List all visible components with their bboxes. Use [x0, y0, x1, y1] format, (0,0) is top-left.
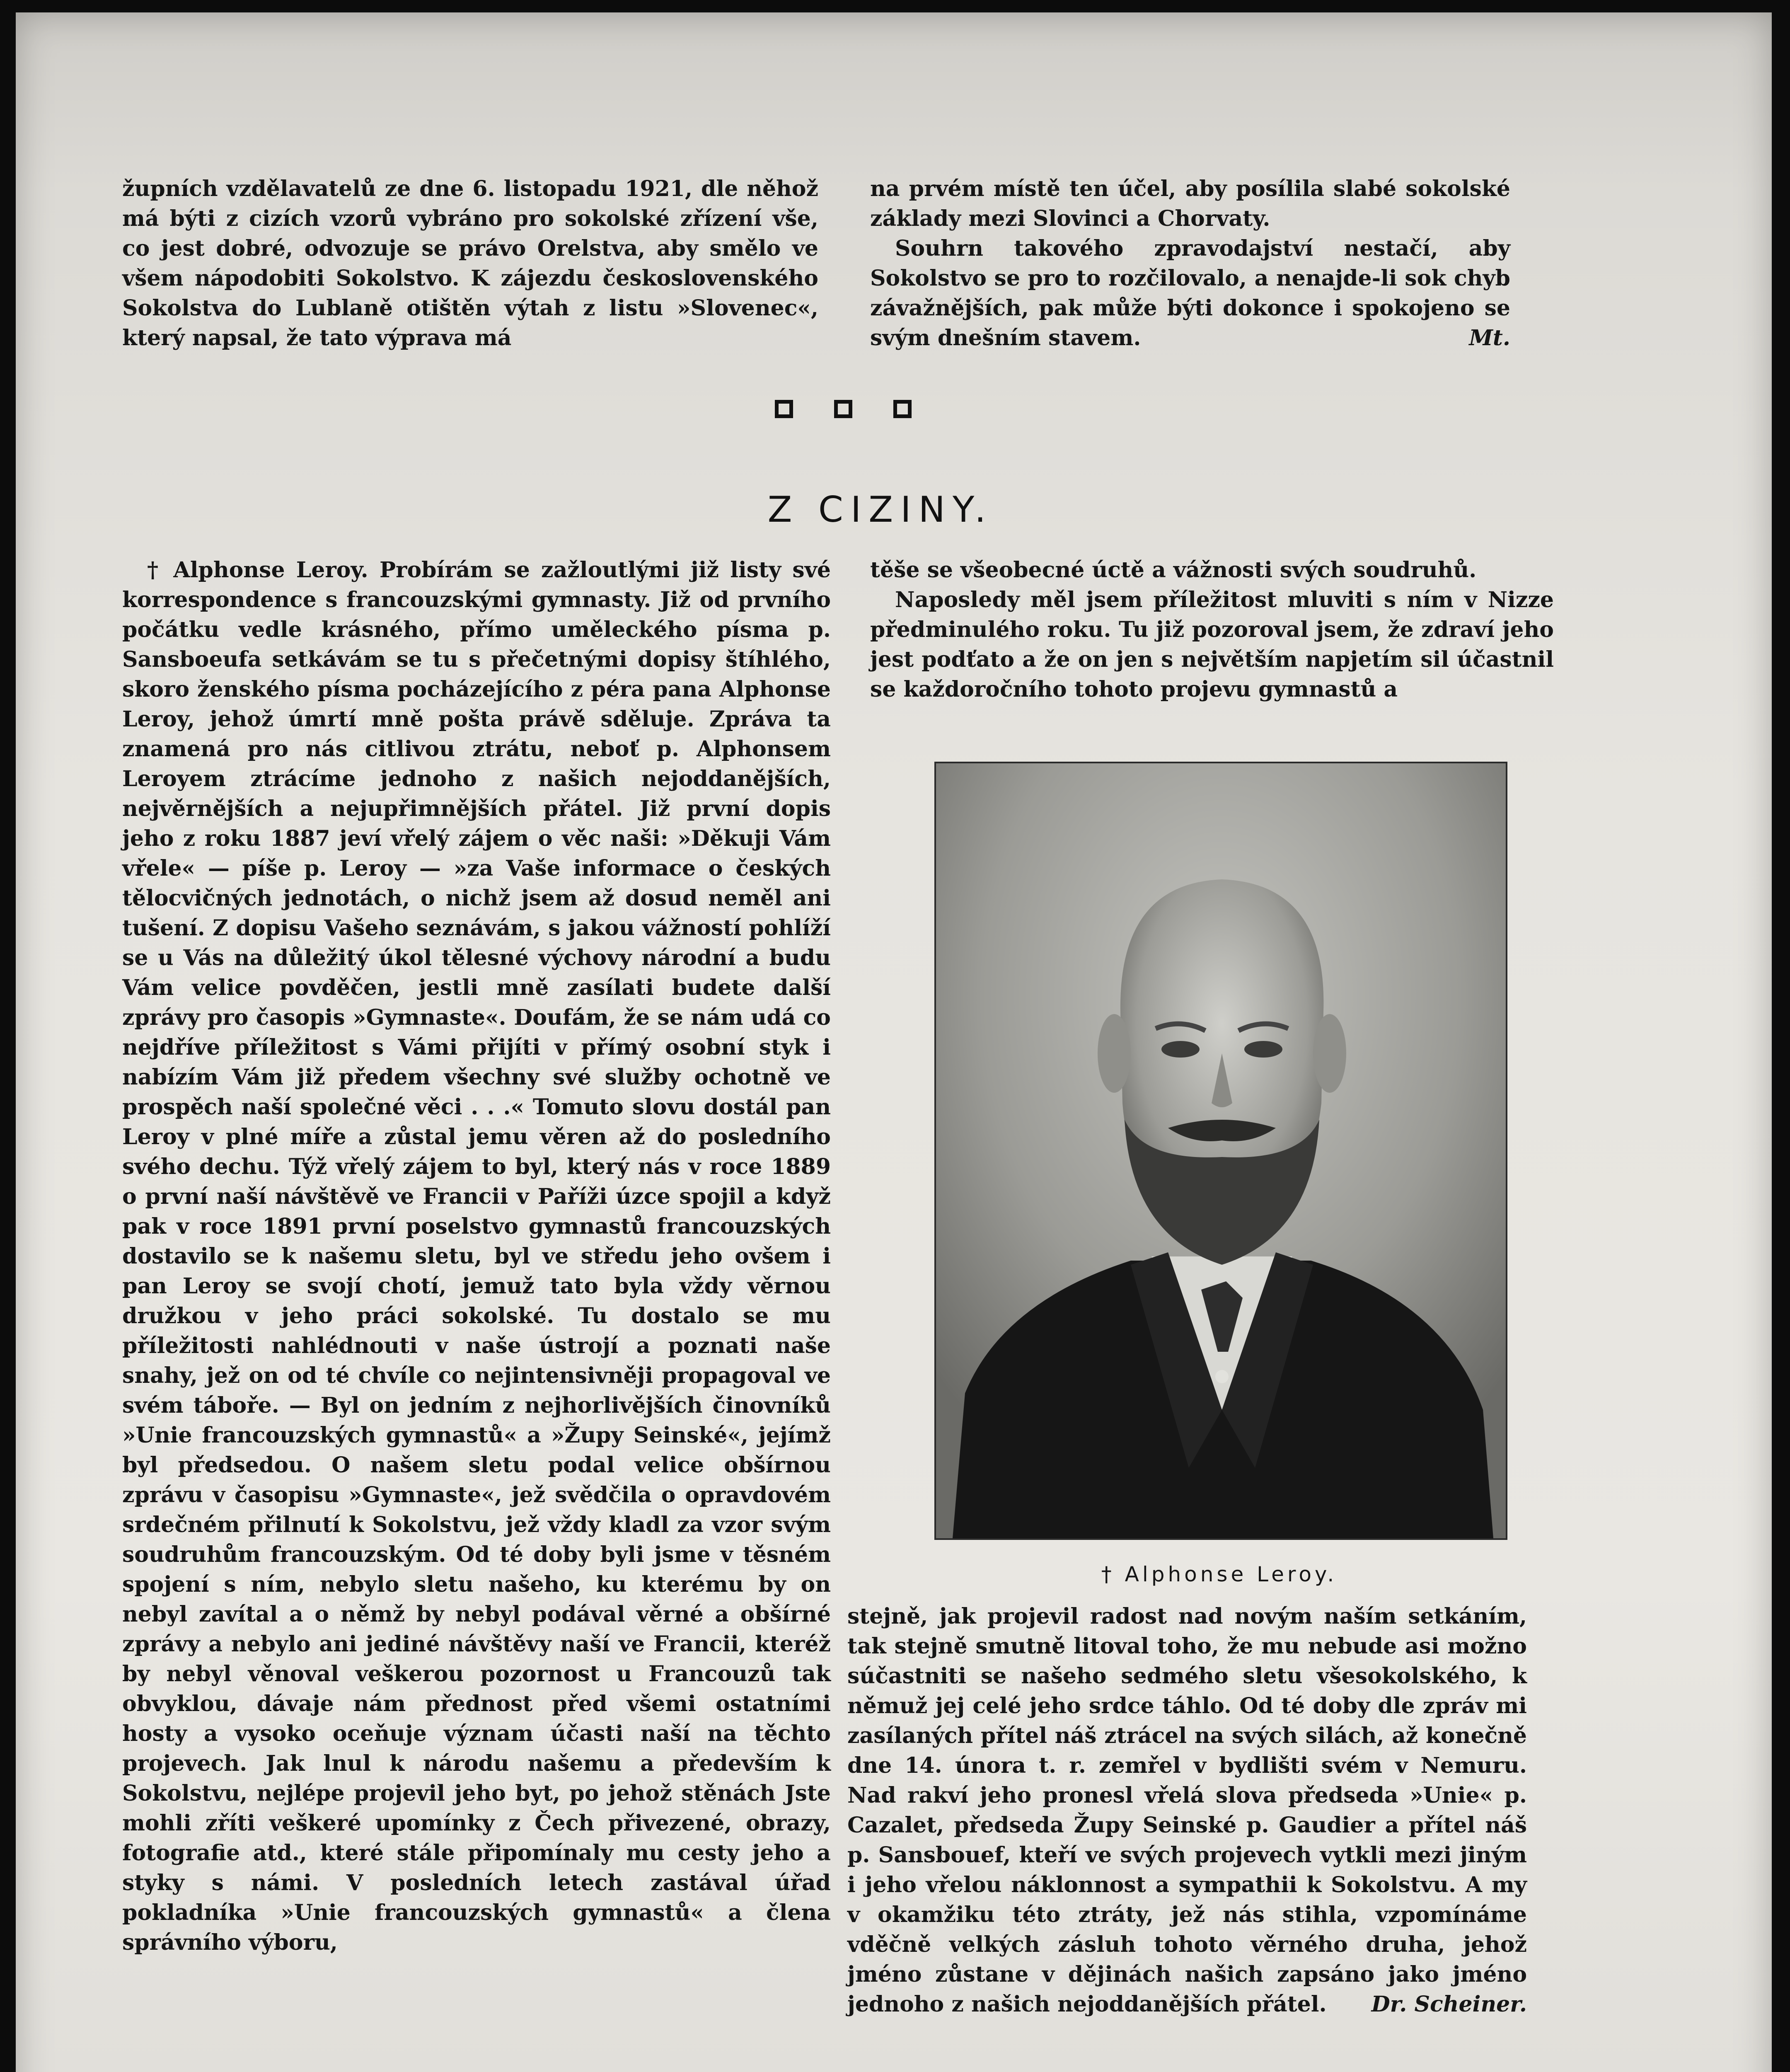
top-signature: Mt.: [1469, 325, 1510, 351]
portrait-photo: [934, 762, 1507, 1540]
divider-square-icon: [834, 400, 852, 418]
top-right-paragraph-2: [870, 234, 1510, 353]
article-right-paragraph-1: těše se všeobecné úctě a vážnosti svých soudruhů.: [870, 557, 1477, 583]
photo-caption: † Alphonse Leroy.: [1101, 1562, 1338, 1586]
article-name: † Alphonse Leroy.: [147, 557, 368, 583]
section-divider: [775, 400, 912, 418]
article-left-text: Probírám se zažloutlými již listy své korrespondence s francouzskými gymnasty. Již od prvního počátku vedle krásného, přímo uměleckého písma p. Sansboeufa setkávám se tu s přečetnými dopisy štíhlého, skoro ženského písma pocházejícího z péra pana Alphonse Leroy, jehož úmrtí mně pošta právě sděluje. Zpráva ta znamená pro nás citlivou ztrátu, neboť p. Alphonsem Leroyem ztrácíme jednoho z našich nejoddanějších, nejvěrnějších a nejupřimnějších přátel. Již první dopis jeho z roku 1887 jeví vřelý zájem o věc naši: »Děkuji Vám vřele« — píše p. Leroy — »za Vaše informace o českých tělocvičných jednotách, o nichž jsem až dosud neměl ani tušení. Z dopisu Vašeho seznávám, s jakou vážností pohlíží se u Vás na důležitý úkol tělesné výchovy národní a budu Vám velice povděčen, jestli mně zasílati budete další zprávy pro časopis »Gymnaste«. Doufám, že se nám udá co nejdříve příležitost s Vámi přijíti v přímý osobní styk i nabízím Vám již předem všechny své služby ochotně ve prospěch naší společné věci . . .« Tomuto slovu dostál pan Leroy v plné míře a zůstal jemu věren až do posledního svého dechu. Týž vřelý zájem to byl, který nás v roce 1889 o první naší návštěvě ve Francii v Paříži úzce spojil a když pak v roce 1891 první poselstvo gymnastů francouzských dostavilo se k našemu sletu, byl ve středu jeho ovšem i pan Leroy se svojí chotí, jemuž tato byla vždy věrnou družkou v jeho práci sokolské. Tu dostalo se mu příležitosti nahlédnouti v naše ústrojí a poznati naše snahy, jež on od té chvíle co nejintensivněji propagoval ve svém táboře. — Byl on jedním z nejhorlivějších činovníků »Unie francouzských gymnastů« a »Župy Seinské«, jejímž byl předsedou. O našem sletu podal velice obšírnou zprávu v časopisu »Gymnaste«, jež svědčila o opravdovém srdečném přilnutí k Sokolstvu, jež vždy kladl za vzor svým soudruhům francouzským. Od té doby byli jsme v těsném spojení s ním, nebylo sletu našeho, ku kterému by on nebyl zavítal a o němž by nebyl podával věrné a obšírné zprávy a nebylo ani jediné návštěvy naší ve Francii, kteréž by nebyl věnoval veškerou pozornost u Francouzů tak obvyklou, dávaje nám přednost před všemi ostatními hosty a vysoko oceňuje význam účasti naší na těchto projevech. Jak lnul k národu našemu a především k Sokolstvu, nejlépe projevil jeho byt, po jehož stěnách Jste mohli zříti veškeré upomínky z Čech přivezené, obrazy, fotografie atd., které stále připomínaly mu cesty jeho a styky s námi. V posledních letech zastával úřad pokladníka »Unie francouzských gymnastů« a člena správního výboru,: [122, 557, 831, 1955]
article-right-top-column: [870, 555, 1554, 704]
article-right-paragraph-3: [847, 1602, 1527, 2019]
article-right-text-3: stejně, jak projevil radost nad novým naším setkáním, tak stejně smutně litoval toho, že mu nebude asi možno súčastniti se našeho sedmého sletu všesokolského, k němuž jej celé jeho srdce táhlo. Od té doby dle zpráv mi zasílaných přítel náš ztrácel na svých silách, až konečně dne 14. února t. r. zemřel v bydlišti svém v Nemuru. Nad rakví jeho pronesl vřelá slova předseda »Unie« p. Cazalet, předseda Župy Seinské p. Gaudier a přítel náš p. Sansbouef, kteří ve svých projevech vytkli mezi jiným i jeho vřelou náklonnost a sympathii k Sokolstvu. A my v okamžiku této ztráty, jež nás stihla, vzpomínáme vděčně velkých zásluh tohoto věrného druha, jehož jméno zůstane v dějinách našich zapsáno jako jméno jednoho z našich nejoddanějších přátel.: [847, 1604, 1527, 2017]
article-signature: Dr. Scheiner.: [1371, 1992, 1527, 2017]
divider-square-icon: [775, 400, 793, 418]
top-left-paragraph: župních vzdělavatelů ze dne 6. listopadu 1921, dle něhož má býti z cizích vzorů vybráno pro sokolské zřízení vše, co jest dobré, odvozuje se právo Orelstva, aby smělo ve všem nápodobiti Sokolstvo. K zájezdu československého Sokolstva do Lublaně otištěn výtah z listu »Slovenec«, který napsal, že tato výprava má: [122, 176, 818, 351]
article-right-bottom-column: [847, 1602, 1527, 2019]
divider-square-icon: [893, 400, 912, 418]
top-right-paragraph-1: na prvém místě ten účel, aby posílila slabé sokolské základy mezi Slovinci a Chorvaty.: [870, 176, 1510, 231]
top-right-paragraph-2-text: Souhrn takového zpravodajství nestačí, aby Sokolstvo se pro to rozčilovalo, a nenajde-li sok chyb závažnějších, pak může býti dokonce i spokojeno se svým dnešním stavem.: [870, 236, 1510, 351]
top-right-column: [870, 174, 1510, 353]
article-left-paragraph: [122, 555, 831, 1958]
top-left-column: [122, 174, 818, 353]
article-right-paragraph-2: Naposledy měl jsem příležitost mluviti s ním v Nizze předminulého roku. Tu již pozoroval jsem, že zdraví jeho jest podťato a že on jen s největším napjetím sil účastnil se každoročního tohoto projevu gymnastů a: [870, 587, 1554, 702]
portrait-illustration: [936, 763, 1506, 1538]
article-left-column: [122, 555, 831, 1958]
section-title: Z CIZINY.: [767, 489, 994, 530]
